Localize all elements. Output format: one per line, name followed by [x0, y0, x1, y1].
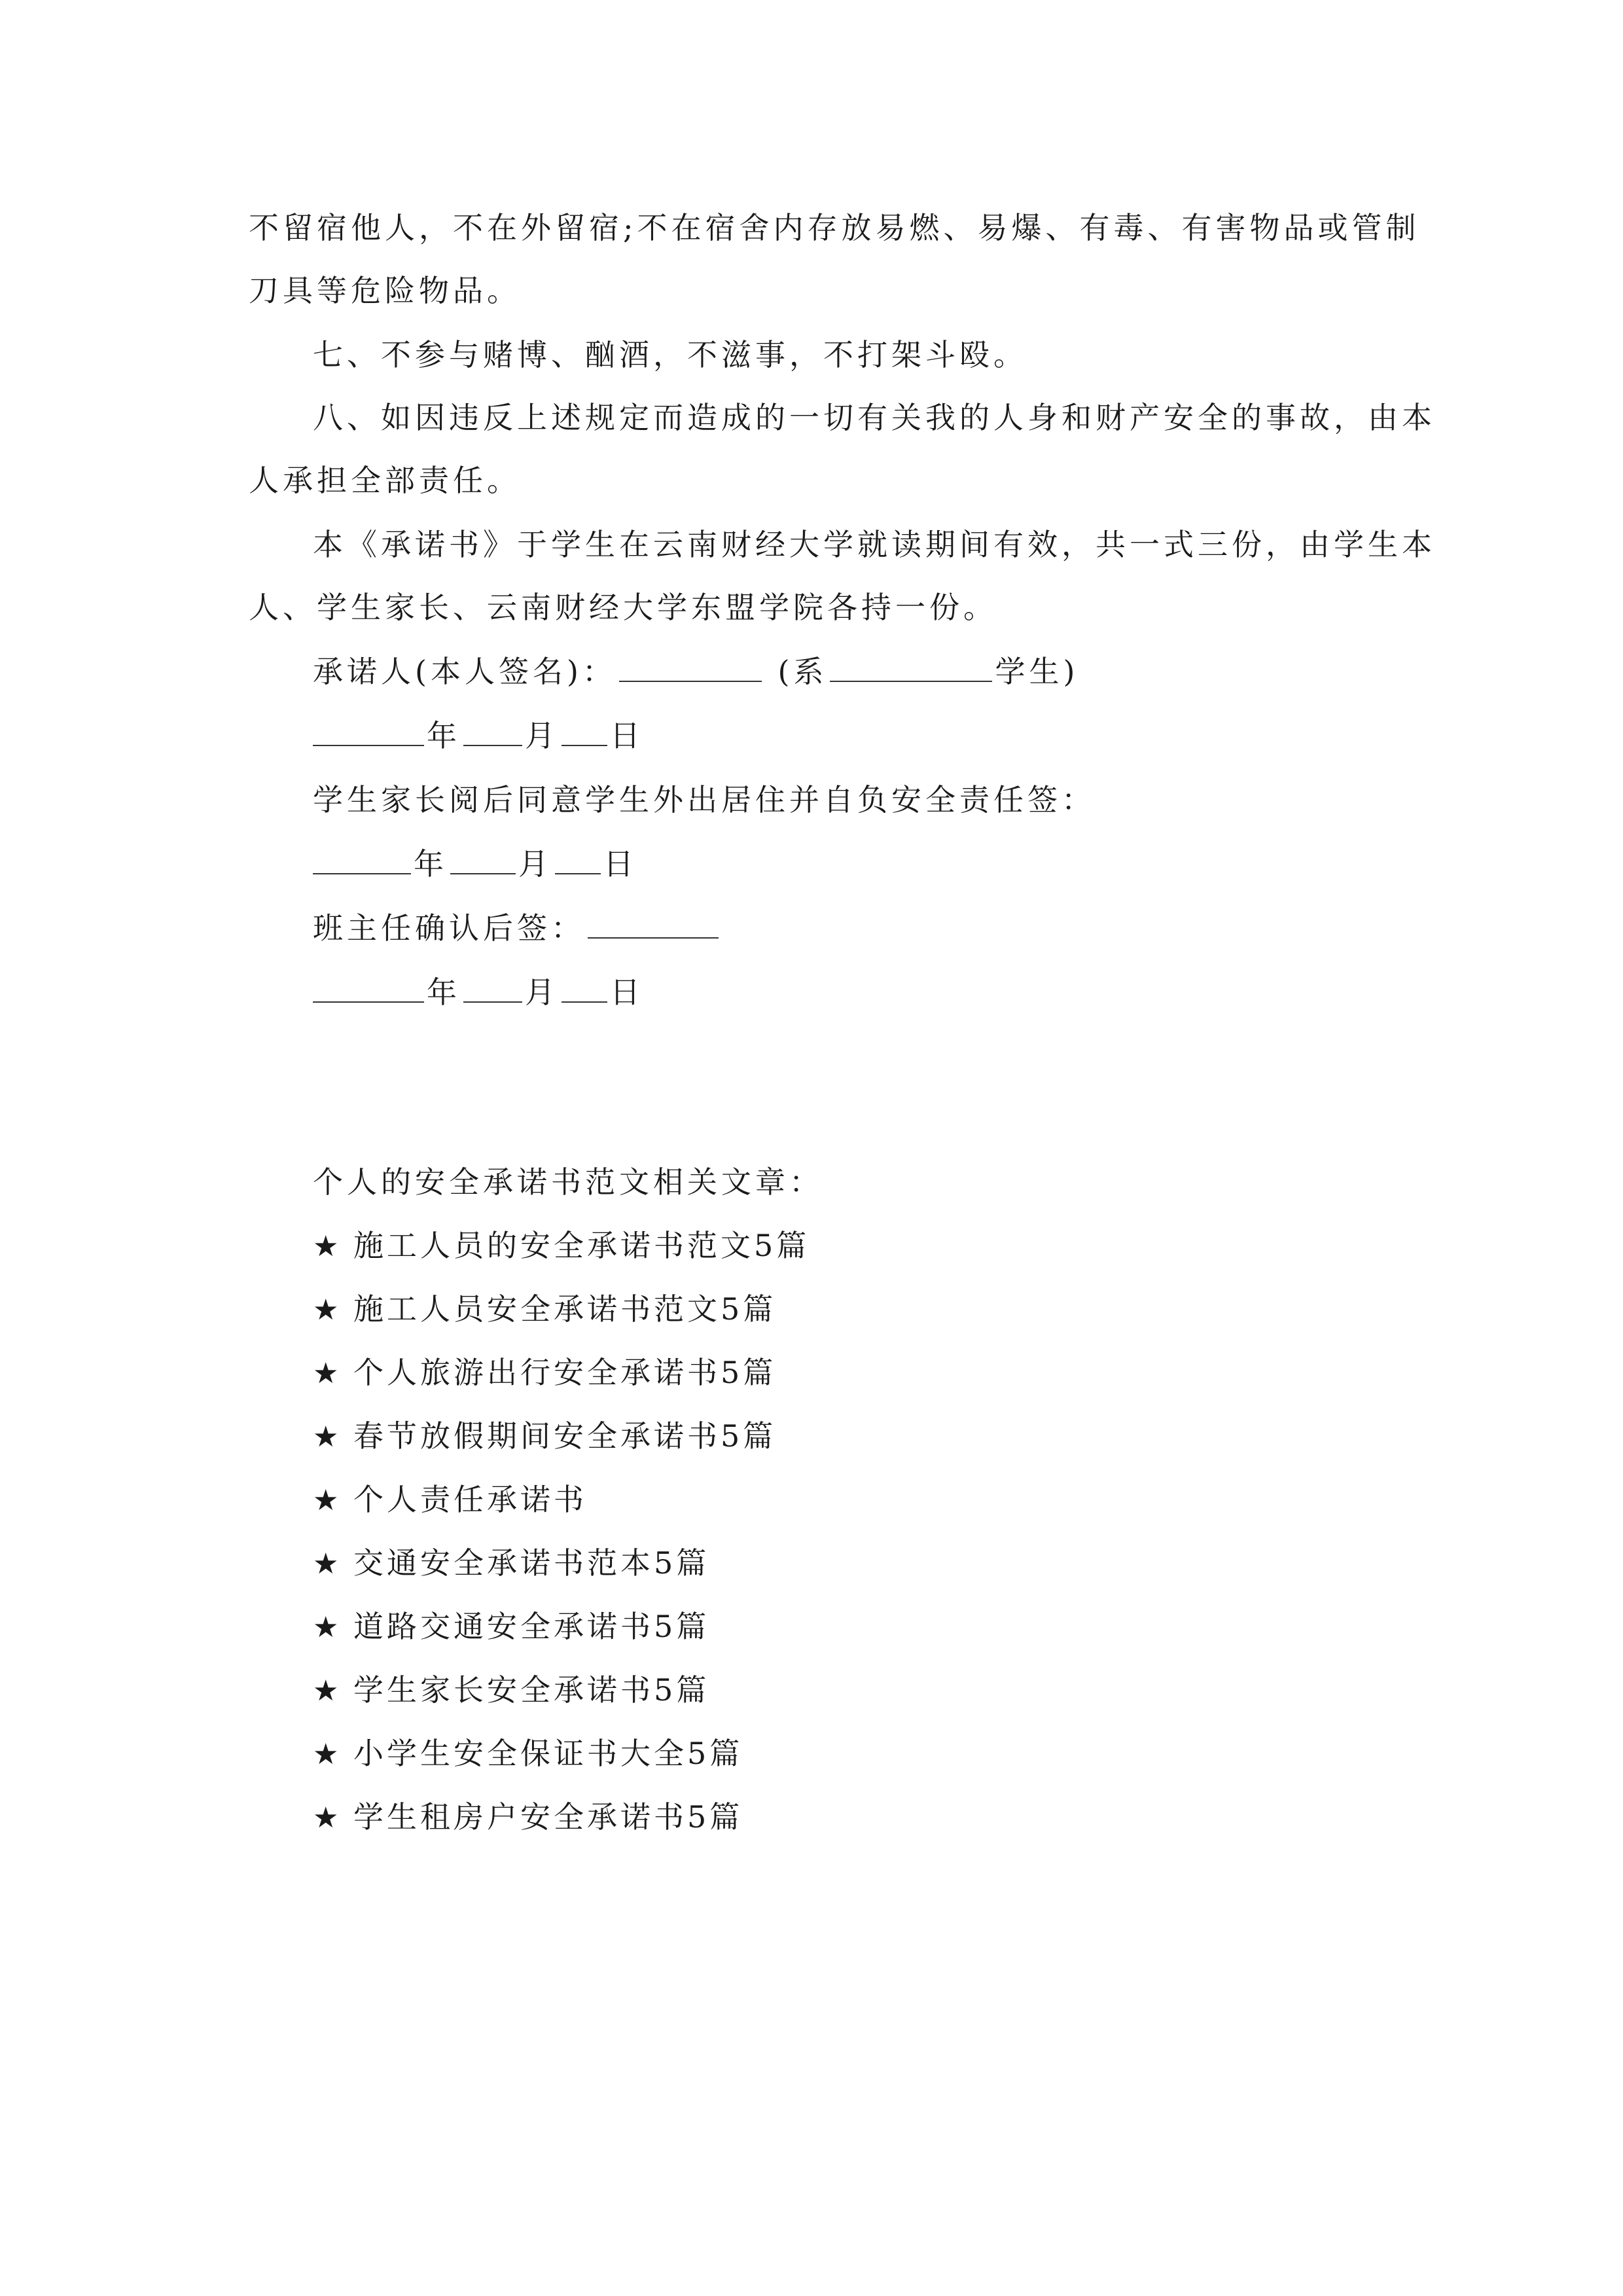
- student-signature-line: [313, 652, 1079, 691]
- related-article-title: 交通安全承诺书范本5篇: [353, 1545, 710, 1581]
- validity-line-1: 本《承诺书》于学生在云南财经大学就读期间有效，共一式三份，由学生本: [313, 527, 1436, 562]
- star-icon: ★: [313, 1420, 339, 1454]
- student-day-field[interactable]: [562, 717, 607, 746]
- teacher-year-field[interactable]: [313, 974, 424, 1003]
- related-article-link[interactable]: [313, 1480, 587, 1520]
- related-article-title: 个人责任承诺书: [353, 1482, 587, 1517]
- related-article-link[interactable]: [313, 1353, 776, 1393]
- validity-line-2: 人、学生家长、云南财经大学东盟学院各持一份。: [249, 590, 997, 625]
- related-article-link[interactable]: [313, 1797, 743, 1838]
- star-icon: ★: [313, 1230, 339, 1263]
- related-article-title: 道路交通安全承诺书5篇: [353, 1609, 710, 1644]
- item-eight-line-2: 人承担全部责任。: [249, 463, 521, 498]
- day-label: 日: [610, 975, 644, 1010]
- teacher-signature-line: [313, 908, 721, 948]
- related-article-title: 春节放假期间安全承诺书5篇: [353, 1418, 777, 1454]
- department-close: 学生): [995, 654, 1079, 689]
- student-signature-field[interactable]: [619, 653, 762, 682]
- item-eight-line-1: 八、如因违反上述规定而造成的一切有关我的人身和财产安全的事故，由本: [313, 400, 1436, 435]
- teacher-signature-label: 班主任确认后签：: [313, 910, 585, 946]
- star-icon: ★: [313, 1484, 339, 1517]
- teacher-month-field[interactable]: [463, 974, 522, 1003]
- parent-day-field[interactable]: [555, 846, 601, 874]
- day-label: 日: [603, 846, 637, 882]
- related-article-link[interactable]: [313, 1226, 810, 1266]
- student-date-line: [313, 716, 644, 755]
- year-label: 年: [427, 718, 461, 753]
- month-label: 月: [525, 718, 559, 753]
- star-icon: ★: [313, 1611, 339, 1644]
- year-label: 年: [414, 846, 448, 882]
- month-label: 月: [525, 975, 559, 1010]
- month-label: 月: [518, 846, 552, 882]
- related-article-link[interactable]: [313, 1416, 776, 1457]
- parent-date-line: [313, 844, 637, 884]
- star-icon: ★: [313, 1293, 339, 1327]
- related-article-link[interactable]: [313, 1670, 709, 1711]
- parent-year-field[interactable]: [313, 846, 411, 874]
- related-article-link[interactable]: [313, 1734, 743, 1774]
- related-article-title: 学生租房户安全承诺书5篇: [353, 1799, 743, 1835]
- department-field[interactable]: [830, 653, 992, 682]
- related-article-link[interactable]: [313, 1607, 709, 1647]
- teacher-date-line: [313, 973, 644, 1012]
- star-icon: ★: [313, 1357, 339, 1390]
- parent-month-field[interactable]: [450, 846, 516, 874]
- star-icon: ★: [313, 1738, 339, 1771]
- related-articles-heading: 个人的安全承诺书范文相关文章：: [313, 1164, 823, 1200]
- student-signature-label: 承诺人(本人签名)：: [313, 654, 616, 689]
- student-year-field[interactable]: [313, 717, 424, 746]
- day-label: 日: [610, 718, 644, 753]
- related-article-title: 学生家长安全承诺书5篇: [353, 1672, 710, 1708]
- year-label: 年: [427, 975, 461, 1010]
- student-month-field[interactable]: [463, 717, 522, 746]
- related-article-title: 施工人员安全承诺书范文5篇: [353, 1291, 777, 1327]
- related-article-title: 施工人员的安全承诺书范文5篇: [353, 1228, 810, 1263]
- related-article-title: 小学生安全保证书大全5篇: [353, 1736, 743, 1771]
- paragraph-six-line-2: 刀具等危险物品。: [249, 273, 521, 308]
- related-article-title: 个人旅游出行安全承诺书5篇: [353, 1355, 777, 1390]
- teacher-day-field[interactable]: [562, 974, 607, 1003]
- parent-consent-label: 学生家长阅后同意学生外出居住并自负安全责任签：: [313, 782, 1096, 817]
- related-article-link[interactable]: [313, 1289, 776, 1330]
- paragraph-six-line-1: 不留宿他人，不在外留宿;不在宿舍内存放易燃、易爆、有毒、有害物品或管制: [249, 210, 1420, 245]
- related-article-link[interactable]: [313, 1543, 709, 1584]
- star-icon: ★: [313, 1674, 339, 1708]
- teacher-signature-field[interactable]: [588, 910, 719, 939]
- star-icon: ★: [313, 1801, 339, 1835]
- star-icon: ★: [313, 1547, 339, 1581]
- department-open: (系: [777, 654, 828, 689]
- item-seven: 七、不参与赌博、酗酒，不滋事，不打架斗殴。: [313, 337, 1027, 372]
